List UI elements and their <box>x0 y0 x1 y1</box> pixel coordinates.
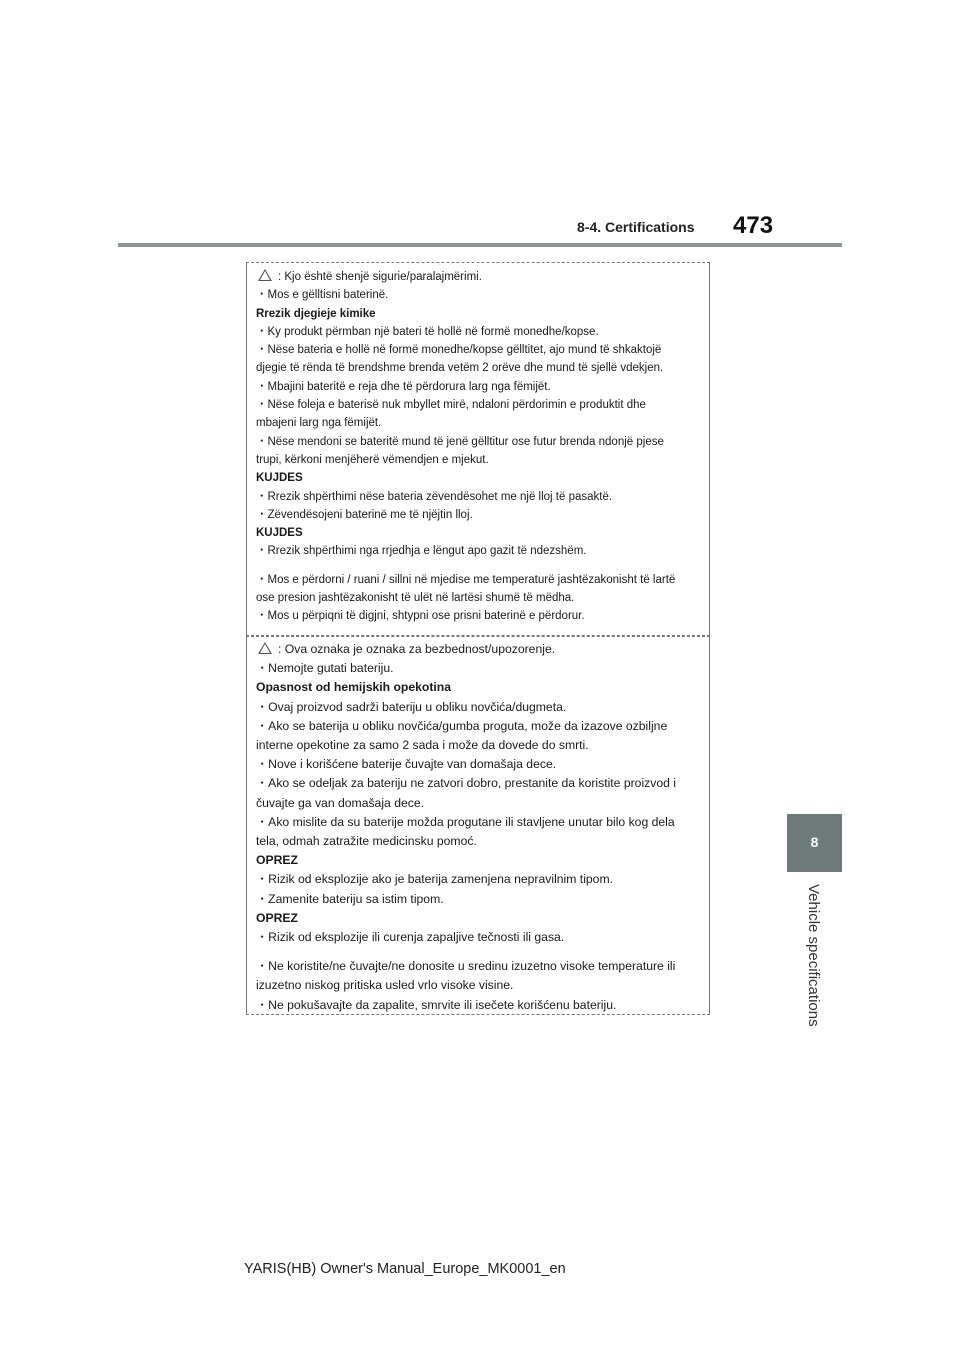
albanian-line: ・Ky produkt përmban një bateri të hollë në formë monedhe/kopse. <box>256 325 599 338</box>
albanian-line: ・Nëse foleja e baterisë nuk mbyllet mirë, ndaloni përdorimin e produktit dhe <box>256 399 646 412</box>
albanian-line: ・Rrezik shpërthimi nëse bateria zëvendësohet me një lloj të pasaktë. <box>256 490 613 503</box>
albanian-line: ・Nëse bateria e hollë në formë monedhe/kopse gëlltitet, ajo mund të shkaktojë <box>256 344 662 357</box>
albanian-line: ・Rrezik shpërthimi nga rrjedhja e lëngut apo gazit të ndezshëm. <box>256 545 587 558</box>
serbian-line: tela, odmah zatražite medicinsku pomoć. <box>256 834 477 849</box>
header-rule <box>118 243 842 247</box>
warning-triangle-icon <box>258 642 272 654</box>
albanian-line: djegie të rënda të brendshme brenda vetëm 2 orëve dhe mund të sjellë vdekjen. <box>256 362 664 375</box>
footer-manual-id: YARIS(HB) Owner's Manual_Europe_MK0001_en <box>244 1261 566 1277</box>
albanian-caution-heading: KUJDES <box>256 527 303 540</box>
albanian-line: ose presion jashtëzakonisht të ulët në lartësi shumë të mëdha. <box>256 592 575 605</box>
albanian-line: ・Mbajini bateritë e reja dhe të përdorura larg nga fëmijët. <box>256 380 551 393</box>
serbian-line: ・Nemojte gutati bateriju. <box>256 661 394 676</box>
serbian-line: ・Rizik od eksplozije ako je baterija zamenjena nepravilnim tipom. <box>256 872 613 887</box>
albanian-symbol-line <box>256 268 700 286</box>
albanian-line: mbajeni larg nga fëmijët. <box>256 417 382 430</box>
header-section-title: 8-4. Certifications <box>577 219 695 235</box>
albanian-line: ・Mos u përpiqni të digjni, shtypni ose prisni baterinë e përdorur. <box>256 610 585 623</box>
serbian-symbol-line <box>256 640 700 659</box>
albanian-warning-box <box>246 262 710 636</box>
serbian-symbol-note: : Ova oznaka je oznaka za bezbednost/upozorenje. <box>278 642 556 656</box>
serbian-caution-heading: OPREZ <box>256 910 298 925</box>
albanian-caution-heading: KUJDES <box>256 472 303 485</box>
serbian-line: ・Ne koristite/ne čuvajte/ne donosite u sredinu izuzetno visoke temperature ili <box>256 959 676 974</box>
serbian-line: ・Ako se baterija u obliku novčića/gumba proguta, može da izazove ozbiljne <box>256 718 668 733</box>
serbian-line: interne opekotine za samo 2 sada i može da dovede do smrti. <box>256 738 589 753</box>
warning-triangle-icon <box>258 269 272 281</box>
albanian-symbol-note: : Kjo është shenjë sigurie/paralajmërimi. <box>278 271 482 283</box>
albanian-line: ・Mos e përdorni / ruani / sillni në mjedise me temperaturë jashtëzakonisht të lartë <box>256 573 676 586</box>
chapter-side-label-container <box>804 884 824 1034</box>
chapter-tab[interactable] <box>787 814 842 872</box>
serbian-line: čuvajte ga van domašaja dece. <box>256 795 425 810</box>
serbian-line: ・Rizik od eksplozije ili curenja zapaljive tečnosti ili gasa. <box>256 930 565 945</box>
albanian-line: trupi, kërkoni menjëherë vëmendjen e mjekut. <box>256 453 489 466</box>
serbian-line: ・Ako mislite da su baterije možda progutane ili stavljene unutar bilo kog dela <box>256 814 675 829</box>
serbian-warning-box <box>246 636 710 1015</box>
albanian-heading: Rrezik djegieje kimike <box>256 307 376 320</box>
serbian-line: izuzetno niskog pritiska usled vrlo visoke visine. <box>256 978 514 993</box>
albanian-line: ・Zëvendësojeni baterinë me të njëjtin lloj. <box>256 508 473 521</box>
serbian-line: ・Ako se odeljak za bateriju ne zatvori dobro, prestanite da koristite proizvod i <box>256 776 677 791</box>
serbian-line: ・Zamenite bateriju sa istim tipom. <box>256 891 444 906</box>
albanian-line: ・Mos e gëlltisni baterinë. <box>256 289 389 302</box>
serbian-heading: Opasnost od hemijskih opekotina <box>256 680 452 695</box>
chapter-side-label: Vehicle specifications <box>805 884 822 1027</box>
serbian-caution-heading: OPREZ <box>256 853 298 868</box>
albanian-line: ・Nëse mendoni se bateritë mund të jenë gëlltitur ose futur brenda ndonjë pjese <box>256 435 664 448</box>
page-number: 473 <box>733 212 774 239</box>
serbian-line: ・Ne pokušavajte da zapalite, smrvite ili isečete korišćenu bateriju. <box>256 997 617 1012</box>
serbian-line: ・Ovaj proizvod sadrži bateriju u obliku novčića/dugmeta. <box>256 699 567 714</box>
serbian-line: ・Nove i korišćene baterije čuvajte van domašaja dece. <box>256 757 557 772</box>
chapter-number: 8 <box>810 834 819 850</box>
